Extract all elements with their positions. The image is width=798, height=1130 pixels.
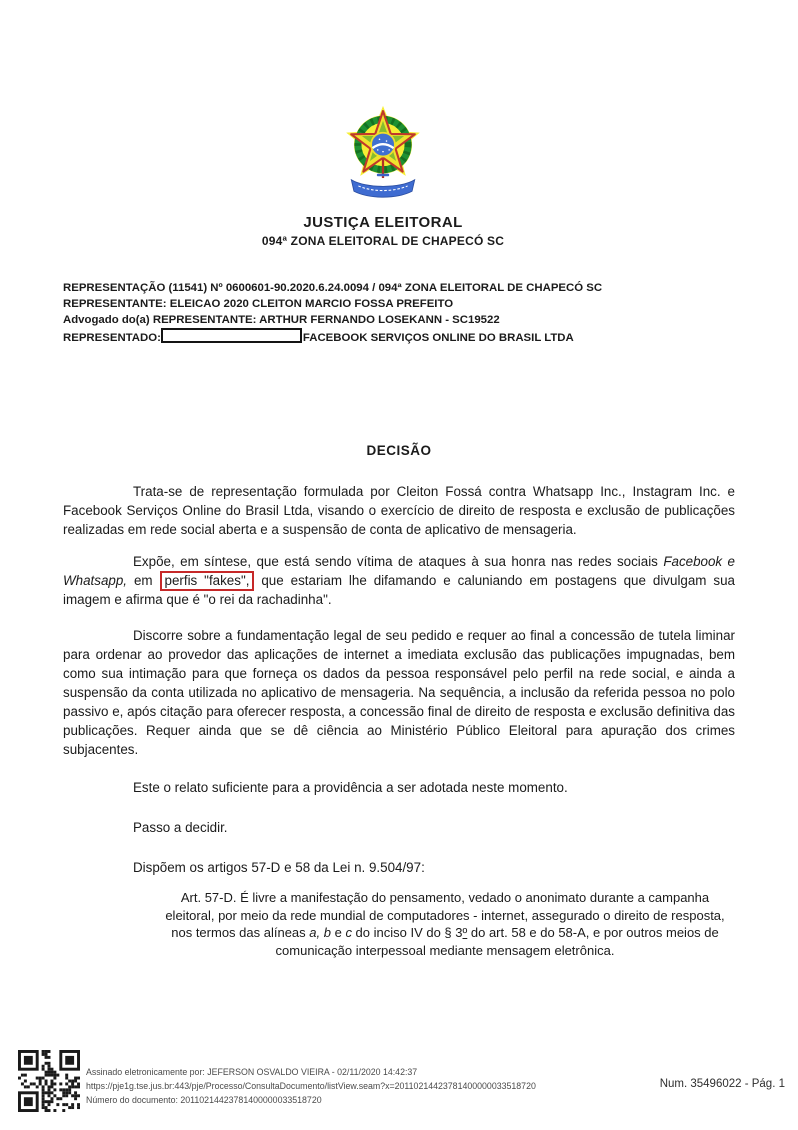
verification-url: https://pje1g.tse.jus.br:443/pje/Processo/ConsultaDocumento/listView.seam?x=20110214423781400000033518720: [86, 1080, 536, 1091]
document-header: [47, 104, 719, 248]
case-number-line: REPRESENTAÇÃO (11541) Nº 0600601-90.2020.6.24.0094 / 094ª ZONA ELEITORAL DE CHAPECÓ SC: [63, 282, 603, 294]
paragraph-3: Discorre sobre a fundamentação legal de seu pedido e requer ao final a concessão de tutela liminar para ordenar ao provedor das aplicações de internet a imediata exclusão das publicações impugnadas, bem como sua intimação para que forneça os dados da pessoa responsável pelo perfil na rede social, e ainda a suspensão da conta utilizada no aplicativo de mensageria. Na sequência, a inclusão da referida pessoa no polo passivo e, após citação para oferecer resposta, a concessão final de direito de resposta e exclusão definitiva das publicações. Requer ainda que se dê ciência ao Ministério Público Eleitoral para apuração dos crimes subjacentes.: [63, 628, 735, 758]
paragraph-2-text: Expõe, em síntese, que está sendo vítima de ataques à sua honra nas redes sociais: [133, 554, 664, 570]
signature-block: [86, 1066, 536, 1107]
representado-label: REPRESENTADO:: [63, 332, 161, 345]
representante-line: REPRESENTANTE: ELEICAO 2020 CLEITON MARCIO FOSSA PREFEITO: [63, 297, 454, 310]
paragraph-1: Trata-se de representação formulada por Cleiton Fossá contra Whatsapp Inc., Instagram Inc. e Facebook Serviços Online do Brasil Ltda, visando o exercício de direito de resposta e exclusão de publicações realizadas em rede social aberta e a suspensão de conta de aplicativo de mensageria.: [63, 484, 735, 538]
paragraph-4: Este o relato suficiente para a providência a ser adotada neste momento.: [133, 780, 568, 796]
decision-heading: DECISÃO: [366, 443, 432, 459]
electoral-zone-subtitle: 094ª ZONA ELEITORAL DE CHAPECÓ SC: [261, 234, 505, 248]
paragraph-5: Passo a decidir.: [133, 820, 228, 836]
paragraph-2: Expõe, em síntese, que está sendo vítima de ataques à sua honra nas redes sociais Facebook e Whatsapp, em perfis "fakes", que estariam lhe difamando e caluniando em postagens que divulgam sua imagem e afirma que é "o rei da rachadinha".: [63, 554, 735, 608]
representado-value: FACEBOOK SERVIÇOS ONLINE DO BRASIL LTDA: [302, 332, 574, 345]
ordinal-indicator: º: [462, 925, 468, 941]
red-highlight-box: perfis "fakes",: [160, 571, 255, 591]
document-number-line: Número do documento: 20110214423781400000033518720: [86, 1094, 322, 1105]
paragraph-6: Dispõem os artigos 57-D e 58 da Lei n. 9.504/97:: [133, 860, 425, 876]
page-number: Num. 35496022 - Pág. 1: [659, 1078, 785, 1090]
document-body: [63, 281, 735, 959]
signed-by-line: Assinado eletronicamente por: JEFERSON OSVALDO VIEIRA - 02/11/2020 14:42:37: [86, 1067, 418, 1077]
court-title: JUSTIÇA ELEITORAL: [303, 214, 463, 231]
social-networks-italic: Facebook e Whatsapp,: [63, 554, 735, 589]
advogado-line: Advogado do(a) REPRESENTANTE: ARTHUR FERNANDO LOSEKANN - SC19522: [63, 313, 500, 326]
representado-line: [63, 328, 735, 347]
law-quote-art-57d: Art. 57-D. É livre a manifestação do pensamento, vedado o anonimato durante a campanha eleitoral, por meio da rede mundial de computadores - internet, assegurado o direito de resposta, nos termos das alíneas a, b e c do inciso IV do § 3º do art. 58 e do 58-A, e por outros meios de comunicação interpessoal mediante mensagem eletrônica.: [165, 890, 725, 958]
brazil-coat-of-arms-icon: [339, 104, 427, 201]
case-info-block: [63, 281, 735, 347]
redaction-box: [161, 328, 302, 343]
qr-code-icon: [18, 1050, 80, 1112]
